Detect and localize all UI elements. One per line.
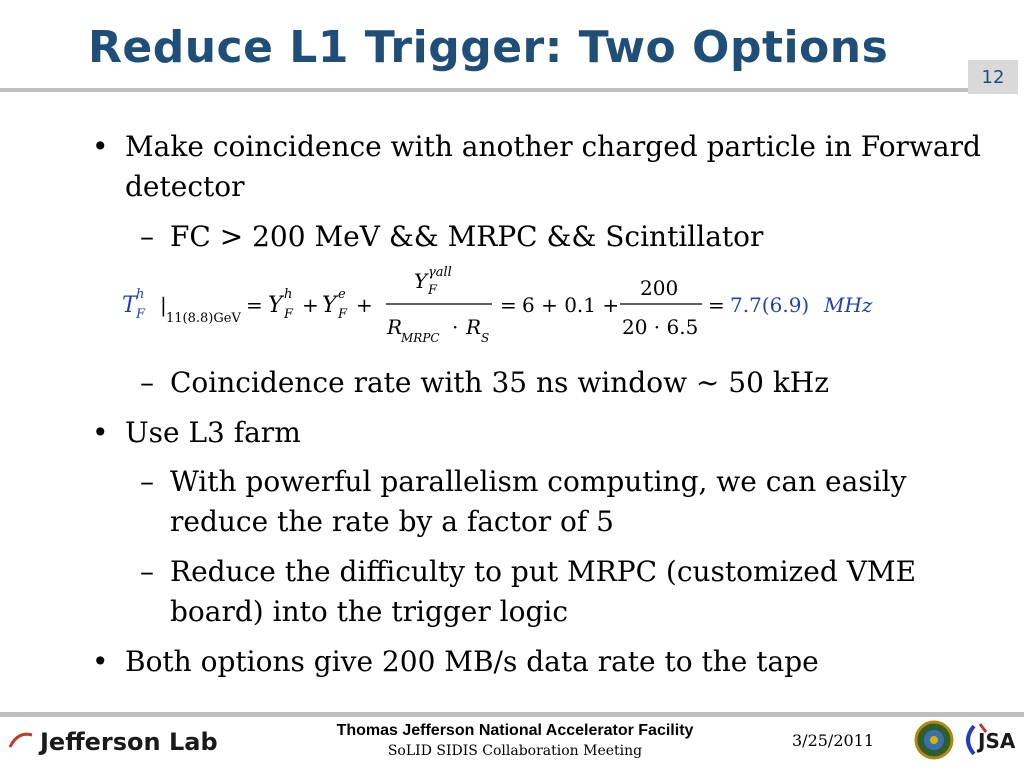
formula-graphic <box>100 262 900 352</box>
bullet-coincidence <box>92 127 985 207</box>
formula-result-value: 7.7(6.9) <box>730 293 810 317</box>
frac1-num-Y: Y <box>414 269 428 293</box>
frac2-den: 20 · 6.5 <box>622 315 699 339</box>
bullet-marker: • <box>92 130 109 163</box>
formula-eq3: = <box>708 293 725 317</box>
page-number: 12 <box>968 60 1018 94</box>
formula-result-unit: MHz <box>824 293 873 317</box>
frac1-num-sub: F <box>428 283 438 298</box>
dash-marker: – <box>140 465 154 498</box>
bullet-text: Both options give 200 MB/s data rate to the tape <box>125 645 819 678</box>
bullet-l3-farm <box>92 413 985 453</box>
logo-text: Jefferson Lab <box>40 728 218 756</box>
formula-Ye-sub: F <box>338 307 348 322</box>
jsa-logo <box>960 720 1020 764</box>
slide-date: 3/25/2011 <box>792 731 875 750</box>
frac1-den-R1: R <box>387 315 403 339</box>
bullet-data-rate <box>92 642 985 682</box>
rate-formula <box>100 262 900 352</box>
formula-sum-terms: 6 + 0.1 + <box>522 293 620 317</box>
doe-seal-icon <box>914 720 954 764</box>
frac1-den-R2: R <box>466 315 482 339</box>
formula-condition: 11(8.8)GeV <box>166 311 241 326</box>
formula-eq1: = <box>246 293 263 317</box>
frac1-den-dot: · <box>452 315 459 339</box>
sub-bullet-text: Coincidence rate with 35 ns window ~ 50 kHz <box>170 366 829 399</box>
frac2-num: 200 <box>640 276 679 300</box>
sub-bullet-text: FC > 200 MeV && MRPC && Scintillator <box>170 220 764 253</box>
frac1-den-sub1: MRPC <box>401 331 440 345</box>
bullet-marker: • <box>92 645 109 678</box>
dash-marker: – <box>140 220 154 253</box>
title-divider <box>0 88 968 92</box>
formula-Yh-sub: F <box>284 307 294 322</box>
sub-bullet-coincidence-rate <box>140 363 930 403</box>
formula-T: T <box>122 293 137 318</box>
jlab-swoosh-icon <box>8 729 34 755</box>
sub-bullet-mrpc-difficulty <box>140 552 930 632</box>
formula-Yh-sup: h <box>284 287 293 302</box>
jefferson-lab-logo <box>8 722 218 762</box>
jsa-logo-text: JSA <box>978 729 1016 753</box>
formula-T-sup: h <box>136 287 145 302</box>
formula-eq2: = <box>500 293 517 317</box>
formula-Ye-sup: e <box>338 287 346 302</box>
formula-plus1: + <box>302 293 319 317</box>
formula-Yh: Y <box>268 293 283 318</box>
dash-marker: – <box>140 555 154 588</box>
footer-divider <box>0 712 1024 717</box>
bullet-text: Make coincidence with another charged particle in Forward detector <box>125 130 981 203</box>
sub-bullet-fc-mrpc <box>140 217 930 257</box>
sub-bullet-text: Reduce the difficulty to put MRPC (customized VME board) into the trigger logic <box>170 555 917 628</box>
frac1-den-sub2: S <box>481 331 490 345</box>
sub-bullet-parallelism <box>140 462 930 542</box>
facility-name: Thomas Jefferson National Accelerator Facility <box>336 722 694 739</box>
meeting-name: SoLID SIDIS Collaboration Meeting <box>387 743 643 759</box>
formula-bar: | <box>160 293 167 317</box>
formula-T-sub: F <box>136 307 146 322</box>
formula-plus2: + <box>356 293 373 317</box>
bullet-text: Use L3 farm <box>125 416 301 449</box>
formula-Ye: Y <box>322 293 337 318</box>
frac1-num-sup: γall <box>428 265 452 280</box>
sub-bullet-text: With powerful parallelism computing, we can easily reduce the rate by a factor of 5 <box>170 465 907 538</box>
dash-marker: – <box>140 366 154 399</box>
page-title: Reduce L1 Trigger: Two Options <box>88 22 889 73</box>
bullet-marker: • <box>92 416 109 449</box>
